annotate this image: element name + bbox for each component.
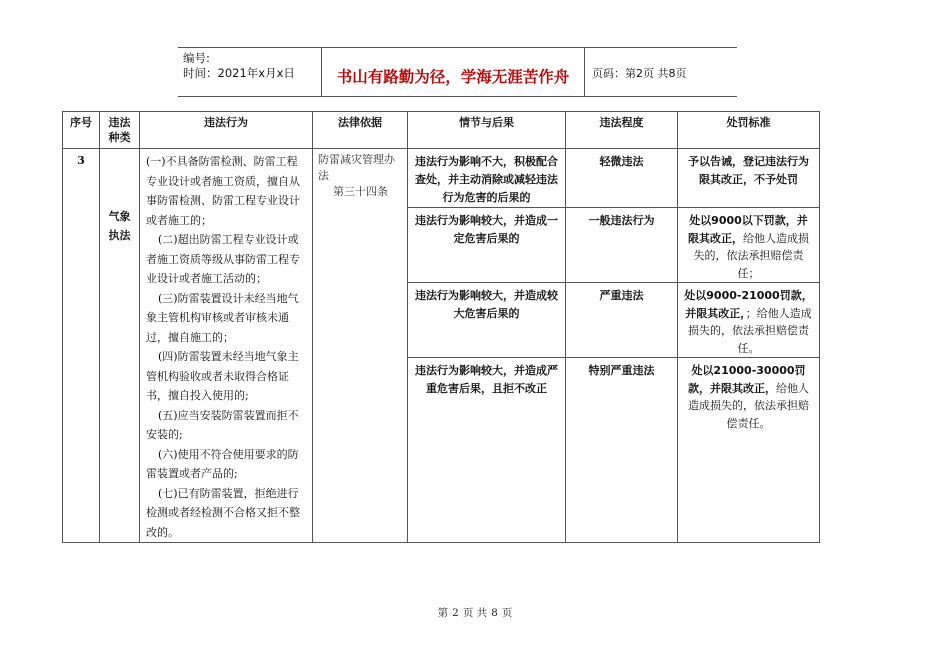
act-item: (七)已有防雷装置，拒绝进行检测或者经检测不合格又拒不整改的。: [146, 486, 300, 539]
col-header-penalty: 处罚标准: [678, 112, 820, 149]
act-item: (六)使用不符合使用要求的防雷装置或者产品的;: [146, 447, 299, 480]
circumstance-cell: 违法行为影响较大，并造成严重危害后果，且拒不改正: [408, 358, 566, 543]
act-item: (五)应当安装防雷装置而拒不安装的;: [146, 408, 299, 441]
row-category-text: 气象执法: [108, 210, 131, 242]
table-row: [63, 149, 820, 208]
penalty-main: 处以9000以下罚款，并限其改正，: [688, 214, 808, 245]
act-item: (二)超出防雷工程专业设计或者施工资质等级从事防雷工程专业设计或者施工活动的；: [146, 233, 300, 285]
document-id-label: 编号:: [183, 51, 210, 65]
penalty-extra: 给他人造成损失的，依法承担赔偿责任；: [693, 231, 809, 280]
footer-prefix: 第: [437, 607, 449, 619]
document-time: 时间：2021年x月x日: [183, 66, 295, 80]
degree-cell: 一般违法行为: [566, 208, 678, 283]
penalty-cell: [678, 358, 820, 543]
page-header: [178, 47, 737, 97]
circumstance-cell: 违法行为影响不大，积极配合查处，并主动消除或减轻违法行为危害的后果的: [408, 149, 566, 208]
header-page-info: 页码：第2页 共8页: [592, 67, 687, 80]
col-header-degree: 违法程度: [566, 112, 678, 149]
degree-cell: 轻微违法: [566, 149, 678, 208]
circumstance-cell: 违法行为影响较大，并造成较大危害后果的: [408, 283, 566, 358]
footer-total-pages: 8: [491, 607, 498, 619]
penalty-main: 处以21000-30000罚款，并限其改正，: [688, 364, 806, 395]
row-acts: [140, 149, 313, 543]
footer-suffix: 页: [501, 607, 513, 619]
table-header-row: [63, 112, 820, 149]
col-header-number: 序号: [63, 112, 100, 149]
degree-cell: 严重违法: [566, 283, 678, 358]
row-number: 3: [63, 149, 100, 543]
act-item: (三)防雷装置设计未经当地气象主管机构审核或者审核未通过，擅自施工的；: [146, 291, 299, 344]
row-legal-basis: [313, 149, 408, 543]
col-header-basis: 法律依据: [313, 112, 408, 149]
legal-basis-article: 第三十四条: [333, 185, 388, 198]
penalty-cell: [678, 149, 820, 208]
penalty-extra: 给他人造成损失的，依法承担赔偿责任。: [688, 381, 809, 430]
page-footer: [0, 605, 950, 620]
col-header-acts: 违法行为: [140, 112, 313, 149]
row-category: [100, 149, 140, 543]
footer-mid: 页 共: [462, 607, 488, 619]
footer-current-page: 2: [452, 607, 459, 619]
penalty-main: 予以告诫，登记违法行为限其改正，不予处罚: [688, 155, 809, 186]
act-item: (一)不具备防雷检测、防雷工程专业设计或者施工资质，擅自从事防雷检测、防雷工程专业设计或者施工的；: [146, 155, 300, 227]
col-header-category: 违法种类: [100, 112, 140, 149]
penalty-table: [62, 111, 820, 543]
degree-cell: 特别严重违法: [566, 358, 678, 543]
circumstance-cell: 违法行为影响较大，并造成一定危害后果的: [408, 208, 566, 283]
penalty-main: 处以9000-21000罚款，并限其改正，: [684, 289, 813, 320]
penalty-cell: [678, 283, 820, 358]
header-motto: 书山有路勤为径，学海无涯苦作舟: [321, 48, 585, 96]
penalty-extra: ；给他人造成损失的，依法承担赔偿责任。: [688, 306, 812, 355]
col-header-circumstance: 情节与后果: [408, 112, 566, 149]
legal-basis-name: 防雷减灾管理办法: [318, 153, 395, 182]
act-item: (四)防雷装置未经当地气象主管机构验收或者未取得合格证书，擅自投入使用的;: [146, 350, 299, 402]
penalty-cell: [678, 208, 820, 283]
header-meta: [178, 48, 321, 96]
